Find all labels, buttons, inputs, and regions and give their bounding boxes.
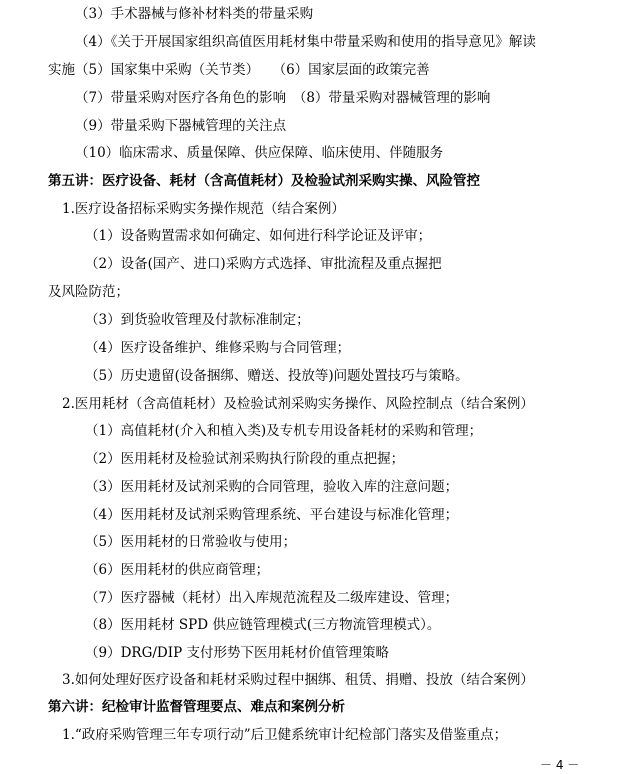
text-line: （1）设备购置需求如何确定、如何进行科学论证及评审；	[85, 228, 432, 244]
text-line: （10）临床需求、质量保障、供应保障、临床使用、伴随服务	[75, 145, 444, 161]
text-line: （2）设备(国产、进口)采购方式选择、审批流程及重点握把	[85, 256, 442, 272]
section-heading: 第六讲：纪检审计监督管理要点、难点和案例分析	[48, 699, 345, 715]
text-line: （7）医疗器械（耗材）出入库规范流程及二级库建设、管理；	[85, 590, 459, 606]
text-line: （5）医用耗材的日常验收与使用；	[85, 534, 297, 550]
text-line: （5）历史遗留(设备捆绑、赠送、投放等)问题处置技巧与策略。	[85, 368, 469, 384]
text-line: 3.如何处理好医疗设备和耗材采购过程中捆绑、租赁、捐赠、投放（结合案例）	[62, 672, 534, 688]
page-number: － 4 －	[540, 758, 580, 772]
text-line: 1.“政府采购管理三年专项行动”后卫健系统审计纪检部门落实及借鉴重点；	[62, 727, 508, 743]
text-line: （1）高值耗材(介入和植入类)及专机专用设备耗材的采购和管理；	[85, 423, 483, 439]
text-line: （2）医用耗材及检验试剂采购执行阶段的重点把握；	[85, 451, 405, 467]
text-line: 及风险防范；	[48, 284, 129, 300]
text-line: 1.医疗设备招标采购实务操作规范（结合案例）	[62, 201, 345, 217]
text-line: （8）医用耗材 SPD 供应链管理模式(三方物流管理模式）。	[85, 617, 441, 633]
text-line: （9）带量采购下器械管理的关注点	[75, 118, 287, 134]
text-line: （3）手术器械与修补材料类的带量采购	[75, 6, 314, 22]
section-heading: 第五讲：医疗设备、耗材（含高值耗材）及检验试剂采购实操、风险管控	[48, 173, 480, 189]
text-line: （3）医用耗材及试剂采购的合同管理，验收入库的注意问题；	[85, 479, 459, 495]
text-line: （4）医用耗材及试剂采购管理系统、平台建设与标准化管理；	[85, 507, 459, 523]
text-line: （9）DRG/DIP 支付形势下医用耗材价值管理策略	[85, 645, 389, 661]
text-line: （7）带量采购对医疗各角色的影响 （8）带量采购对器械管理的影响	[75, 90, 491, 106]
text-line: 2.医用耗材（含高值耗材）及检验试剂采购实务操作、风险控制点（结合案例）	[62, 396, 534, 412]
text-line: （4）医疗设备维护、维修采购与合同管理；	[85, 340, 351, 356]
text-line: （4）《关于开展国家组织高值医用耗材集中带量采购和使用的指导意见》解读	[75, 34, 536, 50]
text-line: （3）到货验收管理及付款标准制定；	[85, 312, 310, 328]
text-line: （6）医用耗材的供应商管理；	[85, 562, 270, 578]
text-line: 实施（5）国家集中采购（关节类） （6）国家层面的政策完善	[48, 62, 430, 78]
